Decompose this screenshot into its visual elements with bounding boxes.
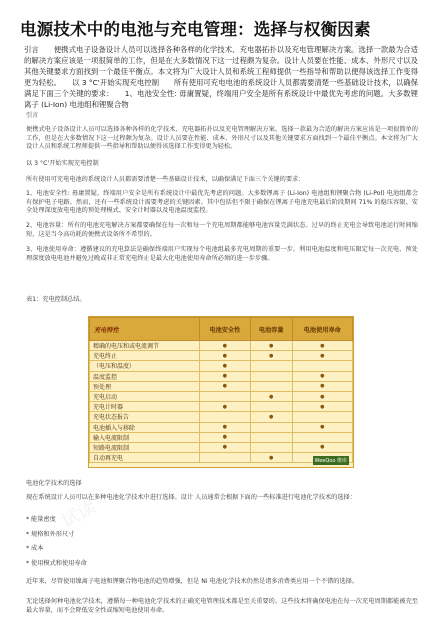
table-row [90,341,353,351]
table-cell-mark [292,432,352,442]
bullet-list [26,516,418,568]
page-title: 电源技术中的电池与充电管理：选择与权衡因素 [20,20,371,39]
table-row [90,391,353,401]
table-cell-mark: ● [250,341,292,351]
table-cell-mark: ● [292,422,352,432]
table-row-label: 预处理 [90,381,200,391]
table-cell-mark [250,432,292,442]
table-cell-mark: ● [250,412,292,422]
table-cell-mark: ● [199,402,250,412]
table-row-label: 充电启动 [90,391,200,401]
paragraph-safety: 1、电池安全性: 毋庸置疑，终端用户安全是所有系统设计中最优先考虑的问题。大多数锂离子 (Li-Ion) 电池组和锂聚合物 (Li-Pol) 电池组都会有保护电子电路。然而，还有一些系统设计需要考虑的关键因素。其中包括但不限于确保在锂离子电池充电最后阶段期间 71% 的稳压容限、安全处理深度放电电池的预处理模式、安全计时器以及电池温度监控。 [26,190,418,215]
table-header: 电池使用寿命 [292,318,352,341]
table-cell-mark: ● [250,391,292,401]
paragraph-lifetime: 3、电池使用寿命：遵循建议的充电算法是确保终端用户实现每个电池组最多充电周期的重要一步。利用电池温度和电压限定每一次充电、预处理深度放电电池并避免过晚或非正常充电终止是最大化电池使用寿命所必须的进一步步骤。 [26,246,418,262]
bullet-item: * 使用模式和使用寿命 [26,559,87,567]
table-row [90,412,353,422]
table-row-label: 电池插入与移除 [90,422,200,432]
table-cell-mark [250,361,292,371]
heading-chemistry: 电池化学技术的选择 [26,480,82,487]
paragraph-charge-management: 无论选择何种电池化学技术，遵循每一种电池化学技术的正确充电管理技术都是至关重要的。这些技术将确保电池在每一次充电周期都能被充至最大容量，而不会降低安全性或缩短电池使用寿命。 [26,598,418,614]
paragraph-requirements: 所有使用可充电电池的系统设计人员都需要清楚一些基础设计技术，以确保满足下面三个关键的要求： [26,176,305,183]
table-cell-mark [199,391,250,401]
table-row [90,361,353,371]
table-cell-mark: ● [292,391,352,401]
table-row-label: 充电终止 [90,351,200,361]
table-row [90,432,353,442]
table-row [90,402,353,412]
table-cell-mark: ● [199,341,250,351]
table-row-label: 充电计时器 [90,402,200,412]
table-cell-mark [292,361,352,371]
table-cell-mark: ● [199,351,250,361]
table-row [90,381,353,391]
paragraph-trend: 近年来，尽管使用镍离子电池和锂聚合物电池的趋势增强，但是 Ni 电池化学技术仍然是诸多消费类应用一个不错的选择。 [26,578,359,585]
table-row [90,351,353,361]
table-row-label: 充电状态报告 [90,412,200,422]
table-row-label: 短路电流限制 [90,442,200,452]
heading-3c: 以 3 °C'开始实现充电控制 [26,160,99,167]
table-cell-mark [292,412,352,422]
lead-paragraph: 引言 便携式电子设备设计人员可以选择各种各样的化学技术、充电器拓扑以及充电管理解决方案。选择一款最为合适的解决方案应该是一项很简单的工作，但是在大多数情况下这一过程颇为复杂。设计人员要在性能、成本、外形尺寸以及其他关键要求方面找到一个最佳平衡点。本文将为广大设计人员和系统工程师提供一些指导和帮助以便得该选择工作变得更为轻松。 以 3 °C'开始实现充电控制 所有使用可充电电池的系统设计人员都需要清楚一些基础设计技术，以确保满足下面三个关键的要求： 1、电池安全性: 毋庸置疑，终端用户安全是所有系统设计中最优先考虑的问题。大多数锂离子 (Li-Ion) 电池组和锂聚合物 [24,45,418,109]
table-cell-mark [199,453,250,463]
table-row [90,422,353,432]
paragraph-intro: 便携式电子设备设计人员可以选择各种各样的化学技术、充电器拓扑以及充电管理解决方案。选择一款最为合适的解决方案应该是一项很简单的工作，但是在大多数情况下这一过程颇为复杂。设计人员要在性能、成本、外形尺寸以及其他关键要求方面找到一个最佳平衡点。本文将为广大设计人员和系统工程师提供一些指导和帮助以便得该选择工作变得更为轻松。 [26,126,418,151]
background-watermark: 试读 [57,496,100,533]
table-cell-mark: ● [199,371,250,381]
bullet-item: * 成本 [26,545,44,553]
table-cell-mark: ● [292,381,352,391]
table-cell-mark: ● [250,453,292,463]
table-cell-mark: ● [199,361,250,371]
table-header: 电池安全性 [199,318,250,341]
table-caption: 表1：充电控制总结。 [26,296,86,303]
table-cell-mark: ● [250,351,292,361]
table-cell-mark [250,371,292,381]
table-cell-mark: ● [199,381,250,391]
bullet-item: * 规格和外形尺寸 [26,530,75,538]
table-cell-mark [250,381,292,391]
table-cell-mark: ● [292,341,352,351]
table-cell-mark: ● [292,402,352,412]
table-row-label: （电压和温度） [90,361,200,371]
table-row [90,442,353,452]
table-cell-mark: ● [292,442,352,452]
table-cell-mark: ● [292,371,352,381]
paragraph-capacity: 2、电池容量：所有的电池充电解决方案都要确保在每一次和每一个充电周期都能够电池容量完满状态。过早的终止充电会导致电池运行时间缩短，这是当今高功耗的便携式设备所不希望的。 [26,222,418,238]
table-header: 充电特性 [90,318,200,341]
table-row-label: 温度监控 [90,371,200,381]
bullet-item: * 能量密度 [26,516,56,523]
table-row [90,371,353,381]
background-watermark: 试读 [327,36,370,73]
intro-label: 引言 [26,112,39,119]
table-cell-mark [250,442,292,452]
table-cell-mark [250,422,292,432]
table-watermark-logo: WeeQoo 维库 [314,458,347,464]
paragraph-chemistry: 现在系统设计人员可以在多种电池化学技术中进行选择。设计 人员通常会根据下面的一些标准进行电池化学技术的选择： [26,494,356,501]
table-row-label: 精确的电压和或电流调节 [90,341,200,351]
table-cell-mark [250,402,292,412]
table-cell-mark: ● [199,422,250,432]
table-cell-mark: ● [199,432,250,442]
table-row-label: 自动再充电 [90,453,200,463]
table-row-label: 输入电流限制 [90,432,200,442]
charge-control-table [88,316,354,468]
table-cell-mark: ● [292,351,352,361]
table-header: 电池容量 [250,318,292,341]
table-cell-mark: ● [199,442,250,452]
table-cell-mark [199,412,250,422]
